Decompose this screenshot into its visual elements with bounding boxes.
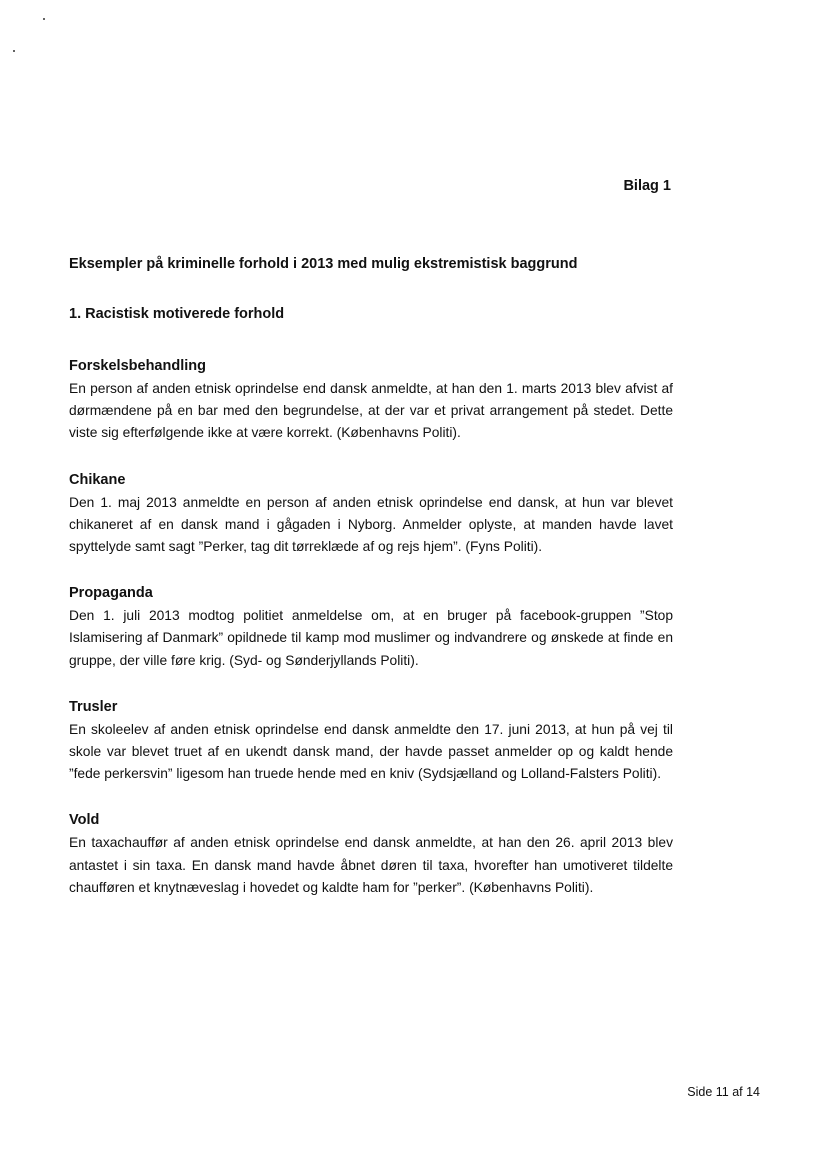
case-heading: Forskelsbehandling xyxy=(69,358,206,374)
case-heading: Vold xyxy=(69,812,100,829)
case-propaganda xyxy=(69,583,673,672)
case-forskelsbehandling xyxy=(69,356,673,445)
section-title: 1. Racistisk motiverede forhold xyxy=(69,306,285,322)
case-vold xyxy=(69,810,673,899)
page-number: Side 11 af 14 xyxy=(687,1085,760,1099)
case-trusler xyxy=(69,697,673,786)
case-chikane xyxy=(69,470,673,559)
case-body: Den 1. maj 2013 anmeldte en person af anden etnisk oprindelse end dansk, at hun var blevet chikaneret af en dansk mand i gågaden i Nyborg. Anmelder oplyste, at manden havde lavet spyttelyde samt sagt ”Perker, tag dit tørreklæde af og rejs hjem”. (Fyns Politi). xyxy=(69,494,673,555)
case-body: En person af anden etnisk oprindelse end dansk anmeldte, at han den 1. marts 2013 blev afvist af dørmændene på en bar med den begrundelse, at der var et privat arrangement på stedet. Dette viste sig efterfølgende ikke at være korrekt. (Københavns Politi). xyxy=(69,381,673,441)
document-title: Eksempler på kriminelle forhold i 2013 med mulig ekstremistisk baggrund xyxy=(69,256,578,272)
case-body: En skoleelev af anden etnisk oprindelse end dansk anmeldte den 17. juni 2013, at hun på vej til skole var blevet truet af en ukendt dansk mand, der havde passet anmelder op og kaldt hende ”fede perkersvin” ligesom han truede hende med en kniv (Sydsjælland og Lolland-Falsters Politi). xyxy=(69,721,673,782)
case-body: En taxachauffør af anden etnisk oprindelse end dansk anmeldte, at han den 26. april 2013 blev antastet i sin taxa. En dansk mand havde åbnet døren til taxa, hvorefter han umotiveret tildelte chaufføren et knytnæveslag i hovedet og kaldte ham for ”perker”. (Københavns Politi). xyxy=(69,835,673,895)
annex-label: Bilag 1 xyxy=(623,178,671,194)
case-heading: Chikane xyxy=(69,471,126,488)
scan-speck xyxy=(43,18,45,20)
case-body: Den 1. juli 2013 modtog politiet anmeldelse om, at en bruger på facebook-gruppen ”Stop Islamisering af Danmark” opildnede til kamp mod muslimer og indvandrere og ønskede at finde en gruppe, der ville føre krig. (Syd- og Sønderjyllands Politi). xyxy=(69,608,673,668)
document-content xyxy=(69,356,673,924)
case-heading: Trusler xyxy=(69,698,118,715)
case-heading: Propaganda xyxy=(69,585,153,602)
scan-speck xyxy=(13,50,15,52)
